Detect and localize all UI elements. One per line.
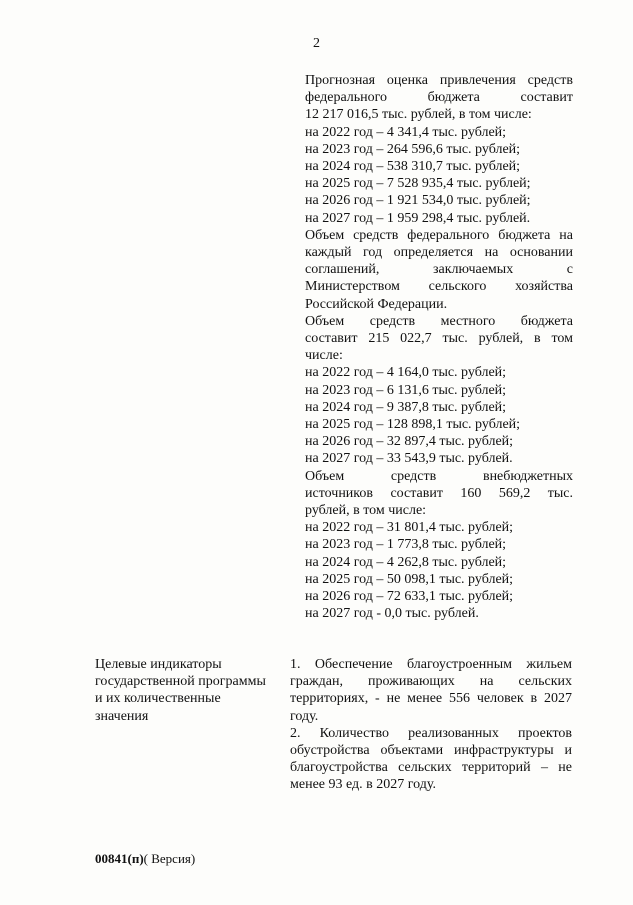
- indicator-2-line: обустройства объектами инфраструктуры и: [290, 743, 572, 759]
- page-number: 2: [313, 36, 320, 51]
- local-line: числе:: [305, 348, 343, 364]
- indicator-1-line: территориях, - не менее 556 человек в 2027: [290, 691, 572, 707]
- local-year-line: на 2022 год – 4 164,0 тыс. рублей;: [305, 365, 507, 381]
- document-version: ( Версия): [143, 851, 196, 866]
- indicator-2-line: 2. Количество реализованных проектов: [290, 725, 572, 741]
- agreement-line: Российской Федерации.: [305, 296, 448, 312]
- federal-year-line: на 2024 год – 538 310,7 тыс. рублей;: [305, 159, 521, 175]
- local-line: составит 215 022,7 тыс. рублей, в том: [305, 331, 573, 347]
- indicators-list: [290, 656, 572, 794]
- local-year-line: на 2026 год – 32 897,4 тыс. рублей;: [305, 434, 514, 450]
- financing-section: [305, 72, 573, 623]
- federal-year-line: на 2027 год – 1 959 298,4 тыс. рублей.: [305, 210, 531, 226]
- federal-year-line: на 2023 год – 264 596,6 тыс. рублей;: [305, 141, 521, 157]
- document-code: 00841(п): [95, 851, 144, 866]
- indicators-label-line: значения: [95, 708, 149, 724]
- extrabudgetary-year-line: на 2025 год – 50 098,1 тыс. рублей;: [305, 571, 514, 587]
- local-year-line: на 2023 год – 6 131,6 тыс. рублей;: [305, 382, 507, 398]
- indicators-label-line: Целевые индикаторы: [95, 657, 222, 672]
- indicator-1-line: году.: [290, 708, 319, 724]
- local-year-line: на 2027 год – 33 543,9 тыс. рублей.: [305, 451, 513, 467]
- federal-line: Прогнозная оценка привлечения средств: [305, 73, 573, 88]
- indicators-label: [95, 656, 285, 725]
- extrabudgetary-line: рублей, в том числе:: [305, 503, 427, 519]
- extrabudgetary-year-line: на 2022 год – 31 801,4 тыс. рублей;: [305, 520, 514, 536]
- federal-year-line: на 2022 год – 4 341,4 тыс. рублей;: [305, 124, 507, 140]
- extrabudgetary-year-line: на 2026 год – 72 633,1 тыс. рублей;: [305, 589, 514, 605]
- indicator-2-line: менее 93 ед. в 2027 году.: [290, 777, 436, 793]
- local-year-line: на 2025 год – 128 898,1 тыс. рублей;: [305, 417, 521, 433]
- local-line: Объем средств местного бюджета: [305, 313, 573, 329]
- agreement-line: Объем средств федерального бюджета на: [305, 227, 573, 243]
- extrabudgetary-line: источников составит 160 569,2 тыс.: [305, 485, 573, 501]
- indicator-1-line: 1. Обеспечение благоустроенным жильем: [290, 657, 572, 672]
- indicators-label-line: и их количественные: [95, 691, 221, 707]
- federal-year-line: на 2026 год – 1 921 534,0 тыс. рублей;: [305, 193, 531, 209]
- indicator-2-line: благоустройства сельских территорий – не: [290, 760, 572, 776]
- federal-year-line: на 2025 год – 7 528 935,4 тыс. рублей;: [305, 176, 531, 192]
- indicators-label-line: государственной программы: [95, 674, 266, 690]
- document-footer: [95, 851, 195, 867]
- local-year-line: на 2024 год – 9 387,8 тыс. рублей;: [305, 399, 507, 415]
- federal-line: 12 217 016,5 тыс. рублей, в том числе:: [305, 107, 532, 123]
- extrabudgetary-year-line: на 2024 год – 4 262,8 тыс. рублей;: [305, 554, 507, 570]
- federal-line: федерального бюджета составит: [305, 90, 573, 106]
- agreement-line: каждый год определяется на основании: [305, 245, 573, 261]
- agreement-line: Министерством сельского хозяйства: [305, 279, 573, 295]
- extrabudgetary-year-line: на 2023 год – 1 773,8 тыс. рублей;: [305, 537, 507, 553]
- extrabudgetary-line: Объем средств внебюджетных: [305, 468, 573, 484]
- indicator-1-line: граждан, проживающих на сельских: [290, 674, 572, 690]
- extrabudgetary-year-line: на 2027 год - 0,0 тыс. рублей.: [305, 606, 479, 622]
- agreement-line: соглашений, заключаемых с: [305, 262, 573, 278]
